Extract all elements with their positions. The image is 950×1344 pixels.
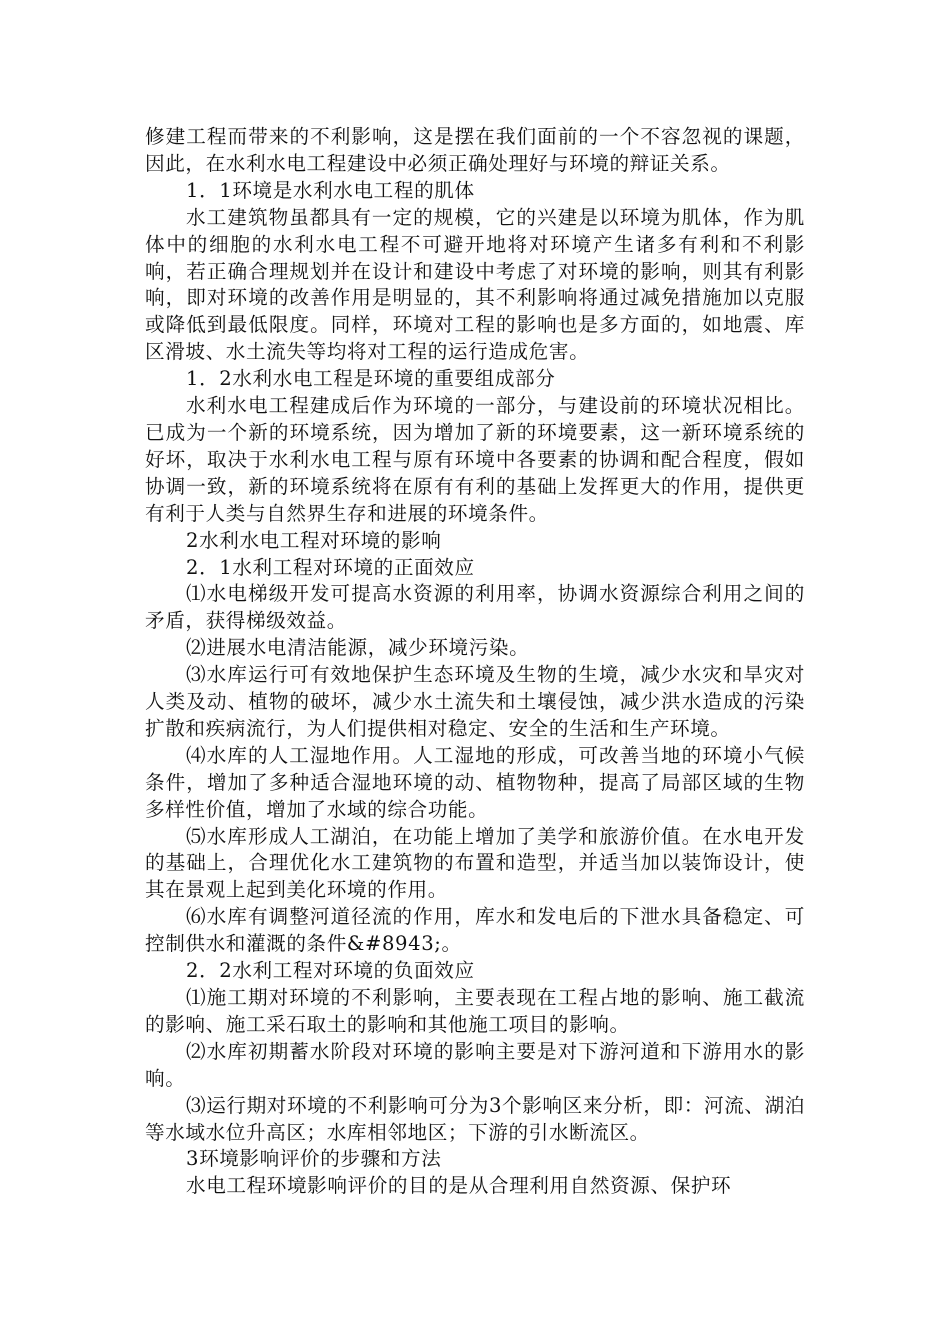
list-item-positive-4: ⑷水库的人工湿地作用。人工湿地的形成，可改善当地的环境小气候条件，增加了多种适合湿地环境的动、植物物种，提高了局部区域的生物多样性价值，增加了水域的综合功能。 xyxy=(145,743,805,821)
paragraph-intro: 修建工程而带来的不利影响，这是摆在我们面前的一个不容忽视的课题，因此，在水利水电工程建设中必须正确处理好与环境的辩证关系。 xyxy=(145,125,805,175)
section-heading-1-1: 1．1环境是水利水电工程的肌体 xyxy=(186,178,475,202)
paragraph-3: 水电工程环境影响评价的目的是从合理利用自然资源、保护环 xyxy=(186,1174,732,1198)
document-body xyxy=(145,124,805,1200)
section-heading-3: 3环境影响评价的步骤和方法 xyxy=(186,1147,442,1171)
list-item-negative-1: ⑴施工期对环境的不利影响，主要表现在工程占地的影响、施工截流的影响、施工采石取土的影响和其他施工项目的影响。 xyxy=(145,986,805,1036)
list-item-positive-5: ⑸水库形成人工湖泊，在功能上增加了美学和旅游价值。在水电开发的基础上，合理优化水工建筑物的布置和造型，并适当加以装饰设计，使其在景观上起到美化环境的作用。 xyxy=(145,824,805,902)
list-item-negative-2: ⑵水库初期蓄水阶段对环境的影响主要是对下游河道和下游用水的影响。 xyxy=(145,1039,805,1090)
section-heading-2-1: 2．1水利工程对环境的正面效应 xyxy=(186,555,475,579)
section-heading-2: 2水利水电工程对环境的影响 xyxy=(186,528,442,552)
section-heading-1-2: 1．2水利水电工程是环境的重要组成部分 xyxy=(186,367,556,391)
section-heading-2-2: 2．2水利工程对环境的负面效应 xyxy=(186,959,475,983)
list-item-negative-3: ⑶运行期对环境的不利影响可分为3个影响区来分析，即：河流、湖泊等水域水位升高区；水库相邻地区；下游的引水断流区。 xyxy=(145,1093,805,1144)
paragraph-1-1: 水工建筑物虽都具有一定的规模，它的兴建是以环境为肌体，作为肌体中的细胞的水利水电工程不可避开地将对环境产生诸多有利和不利影响，若正确合理规划并在设计和建设中考虑了对环境的影响，则其有利影响，即对环境的改善作用是明显的，其不利影响将通过减免措施加以克服或降低到最低限度。同样，环境对工程的影响也是多方面的，如地震、库区滑坡、水土流失等均将对工程的运行造成危害。 xyxy=(145,205,805,364)
paragraph-1-2: 水利水电工程建成后作为环境的一部分，与建设前的环境状况相比。已成为一个新的环境系统，因为增加了新的环境要素，这一新环境系统的好坏，取决于水利水电工程与原有环境中各要素的协调和配合程度，假如协调一致，新的环境系统将在原有有利的基础上发挥更大的作用，提供更有利于人类与自然界生存和进展的环境条件。 xyxy=(145,394,805,525)
list-item-positive-2: ⑵进展水电清洁能源，减少环境污染。 xyxy=(186,636,530,660)
list-item-positive-1: ⑴水电梯级开发可提高水资源的利用率，协调水资源综合利用之间的矛盾，获得梯级效益。 xyxy=(145,582,805,633)
list-item-positive-6: ⑹水库有调整河道径流的作用，库水和发电后的下泄水具备稳定、可控制供水和灌溉的条件&#8943;。 xyxy=(145,905,805,956)
list-item-positive-3: ⑶水库运行可有效地保护生态环境及生物的生境，减少水灾和旱灾对人类及动、植物的破坏，减少水土流失和土壤侵蚀，减少洪水造成的污染扩散和疾病流行，为人们提供相对稳定、安全的生活和生产环境。 xyxy=(145,663,805,740)
